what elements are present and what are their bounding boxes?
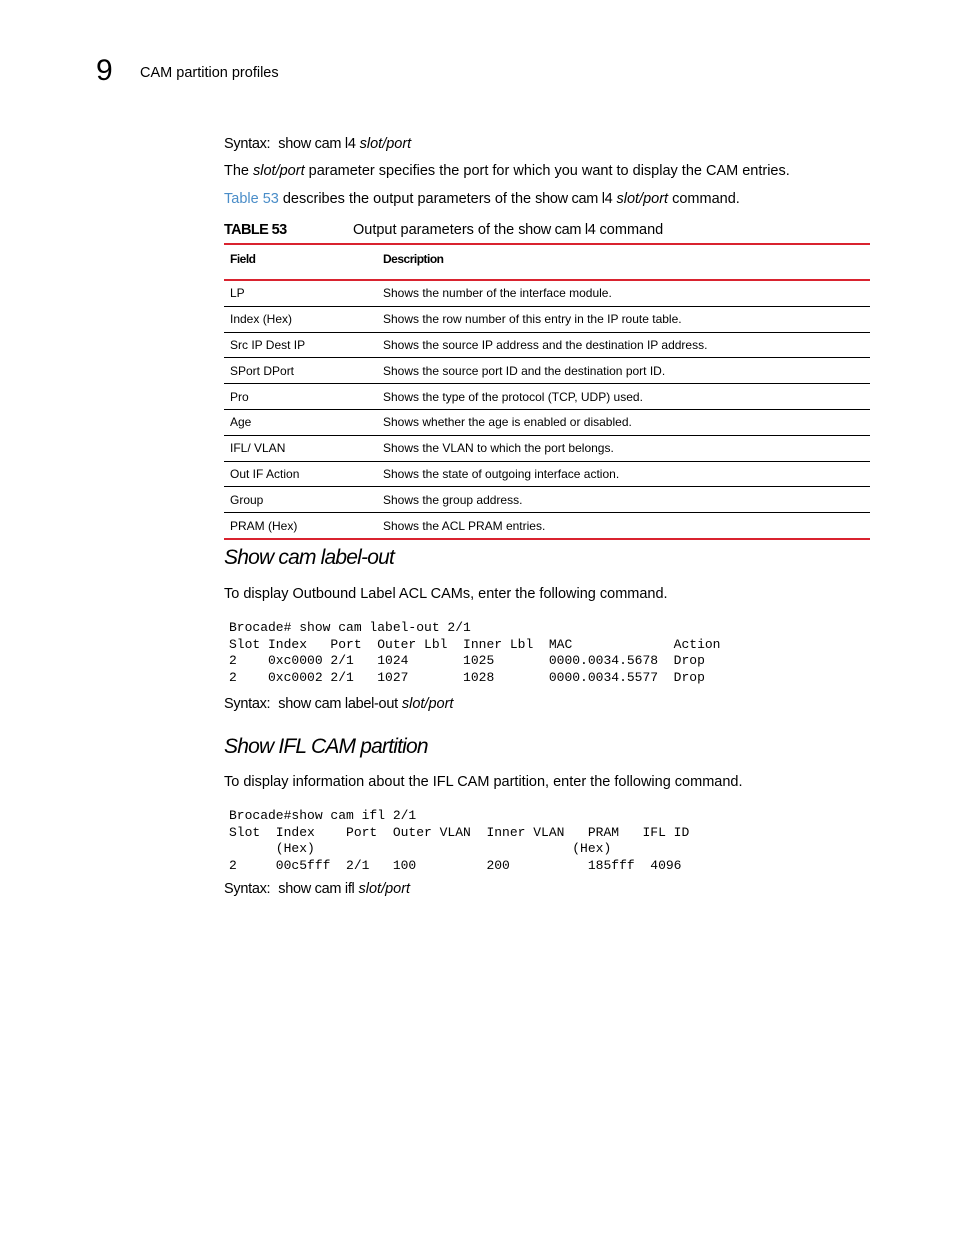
description-cell: Shows the row number of this entry in the IP route table. [377, 306, 870, 332]
paragraph-arg: slot/port [612, 191, 669, 207]
table-label: TABLE 53 [224, 222, 287, 238]
field-cell: IFL/ VLAN [224, 435, 377, 461]
paragraph-arg: slot/port [253, 163, 305, 179]
description-cell: Shows the type of the protocol (TCP, UDP) used. [377, 384, 870, 410]
table-caption-text [353, 222, 663, 238]
paragraph-slot-port [224, 163, 790, 179]
header-description: Description [377, 244, 870, 280]
label-out-code-block: Brocade# show cam label-out 2/1 Slot Index Port Outer Lbl Inner Lbl MAC Action 2 0xc0000 2/1 1024 1025 0000.0034.5678 Drop 2 0xc0002 2/1 1027 1028 0000.0034.5577 Drop [229, 620, 721, 685]
table-row [224, 435, 870, 461]
field-cell: Pro [224, 384, 377, 410]
header-field: Field [224, 244, 377, 280]
syntax-args: slot/port [401, 696, 454, 712]
description-cell: Shows the group address. [377, 487, 870, 513]
description-cell: Shows the VLAN to which the port belongs. [377, 435, 870, 461]
field-cell: LP [224, 280, 377, 306]
table-row [224, 332, 870, 358]
description-cell: Shows whether the age is enabled or disabled. [377, 409, 870, 435]
table-53-link[interactable]: Table 53 [224, 191, 279, 207]
paragraph-command: show cam l4 [535, 191, 613, 207]
paragraph-text-end: parameter specifies the port for which you want to display the CAM entries. [304, 163, 790, 179]
field-cell: Src IP Dest IP [224, 332, 377, 358]
field-cell: PRAM (Hex) [224, 513, 377, 539]
syntax-show-cam-label-out [224, 696, 453, 712]
table-row [224, 513, 870, 539]
table-53 [224, 243, 870, 540]
description-cell: Shows the number of the interface module. [377, 280, 870, 306]
description-cell: Shows the source port ID and the destination port ID. [377, 358, 870, 384]
table-row [224, 280, 870, 306]
chapter-number: 9 [96, 54, 113, 87]
field-cell: Index (Hex) [224, 306, 377, 332]
syntax-label: Syntax: [224, 881, 271, 897]
table-row [224, 384, 870, 410]
description-cell: Shows the ACL PRAM entries. [377, 513, 870, 539]
caption-command: show cam l4 [518, 222, 596, 238]
paragraph-text-end: command. [668, 191, 740, 207]
description-cell: Shows the state of outgoing interface action. [377, 461, 870, 487]
table-row [224, 409, 870, 435]
caption-pre: Output parameters of the [353, 222, 519, 238]
field-cell: Group [224, 487, 377, 513]
syntax-label: Syntax: [224, 136, 271, 152]
table-row [224, 358, 870, 384]
syntax-label: Syntax: [224, 696, 271, 712]
paragraph-table-ref [224, 191, 740, 207]
table-row [224, 487, 870, 513]
syntax-args: slot/port [358, 881, 411, 897]
syntax-command: show cam l4 [278, 136, 356, 152]
ifl-intro: To display information about the IFL CAM partition, enter the following command. [224, 774, 743, 790]
field-cell: SPort DPort [224, 358, 377, 384]
paragraph-text: The [224, 163, 254, 179]
description-cell: Shows the source IP address and the destination IP address. [377, 332, 870, 358]
syntax-show-cam-ifl [224, 881, 410, 897]
field-cell: Out IF Action [224, 461, 377, 487]
syntax-show-cam-l4 [224, 136, 411, 152]
ifl-code-block: Brocade#show cam ifl 2/1 Slot Index Port Outer VLAN Inner VLAN PRAM IFL ID (Hex) (Hex) 2 00c5fff 2/1 100 200 185fff 4096 [229, 808, 690, 873]
syntax-args: slot/port [359, 136, 412, 152]
table-row [224, 461, 870, 487]
chapter-title: CAM partition profiles [140, 65, 279, 81]
caption-post: command [595, 222, 664, 238]
paragraph-text: describes the output parameters of the [278, 191, 536, 207]
field-cell: Age [224, 409, 377, 435]
table-row [224, 306, 870, 332]
section-heading-label-out: Show cam label-out [224, 546, 395, 569]
syntax-command: show cam label-out [278, 696, 398, 712]
section-heading-ifl: Show IFL CAM partition [224, 735, 428, 758]
syntax-command: show cam ifl [278, 881, 355, 897]
label-out-intro: To display Outbound Label ACL CAMs, enter the following command. [224, 586, 668, 602]
table-header-row [224, 244, 870, 280]
